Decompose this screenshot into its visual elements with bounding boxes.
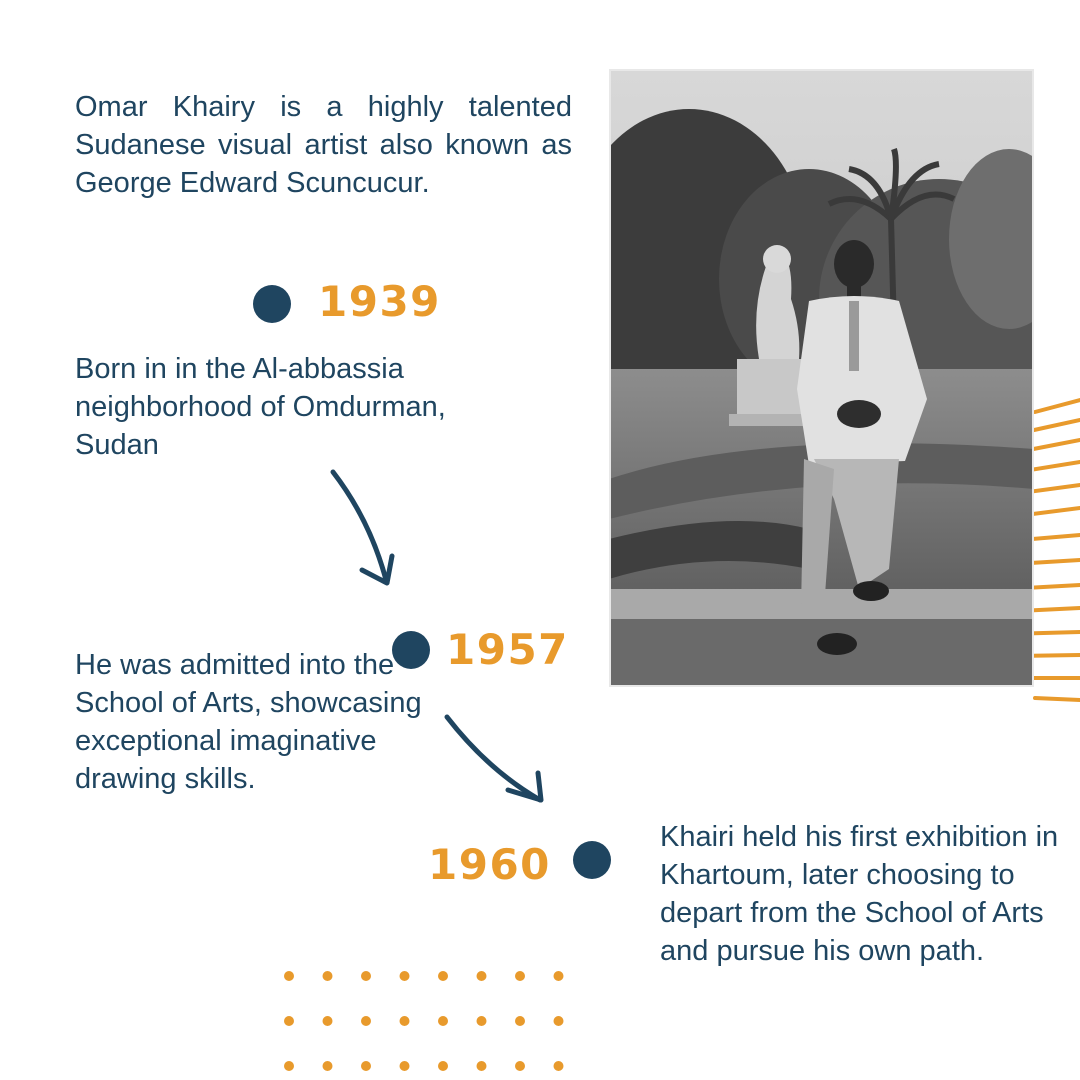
decorative-dot xyxy=(361,1016,371,1026)
year-1939: 1939 xyxy=(318,277,441,326)
vintage-portrait-photo xyxy=(609,69,1034,687)
decorative-dot xyxy=(323,971,333,981)
event-1939-description: Born in in the Al-abbassia neighborhood of Omdurman, Sudan xyxy=(75,353,446,461)
decorative-dot xyxy=(515,1061,525,1071)
decorative-dot xyxy=(361,971,371,981)
decorative-dot xyxy=(438,1061,448,1071)
event-1957-description: He was admitted into the School of Arts, showcasing exceptional imaginative drawing skills. xyxy=(75,649,422,795)
arrow-2-icon xyxy=(447,717,541,800)
decorative-dot xyxy=(284,1061,294,1071)
decorative-stroke xyxy=(1035,400,1080,412)
decorative-dot xyxy=(400,1016,410,1026)
year-1960: 1960 xyxy=(428,840,551,889)
decorative-dot xyxy=(400,971,410,981)
year-1957: 1957 xyxy=(446,625,569,674)
decorative-dot xyxy=(323,1061,333,1071)
decorative-dot xyxy=(554,1016,564,1026)
decorative-dot xyxy=(361,1061,371,1071)
decorative-dot xyxy=(477,971,487,981)
arrow-1-icon xyxy=(333,472,392,583)
decorative-dot xyxy=(554,971,564,981)
decorative-dot xyxy=(554,1061,564,1071)
decorative-dot xyxy=(515,1016,525,1026)
dot-grid-pattern xyxy=(284,971,564,1071)
decorative-dot xyxy=(400,1061,410,1071)
timeline-dot-1960 xyxy=(573,841,611,879)
decorative-dot xyxy=(477,1061,487,1071)
timeline-dot-1939 xyxy=(253,285,291,323)
intro-paragraph: Omar Khairy is a highly talented Sudanese visual artist also known as George Edward Scuncucur. xyxy=(75,91,572,199)
decorative-dot xyxy=(477,1016,487,1026)
decorative-dot xyxy=(323,1016,333,1026)
decorative-dot xyxy=(438,1016,448,1026)
event-1960-description: Khairi held his first exhibition in Khartoum, later choosing to depart from the School of Arts and pursue his own path. xyxy=(660,821,1059,967)
decorative-dot xyxy=(284,1016,294,1026)
decorative-dot xyxy=(284,971,294,981)
portrait-photo xyxy=(609,69,1034,687)
decorative-stroke xyxy=(1035,698,1080,700)
decorative-dot xyxy=(515,971,525,981)
decorative-dot xyxy=(438,971,448,981)
